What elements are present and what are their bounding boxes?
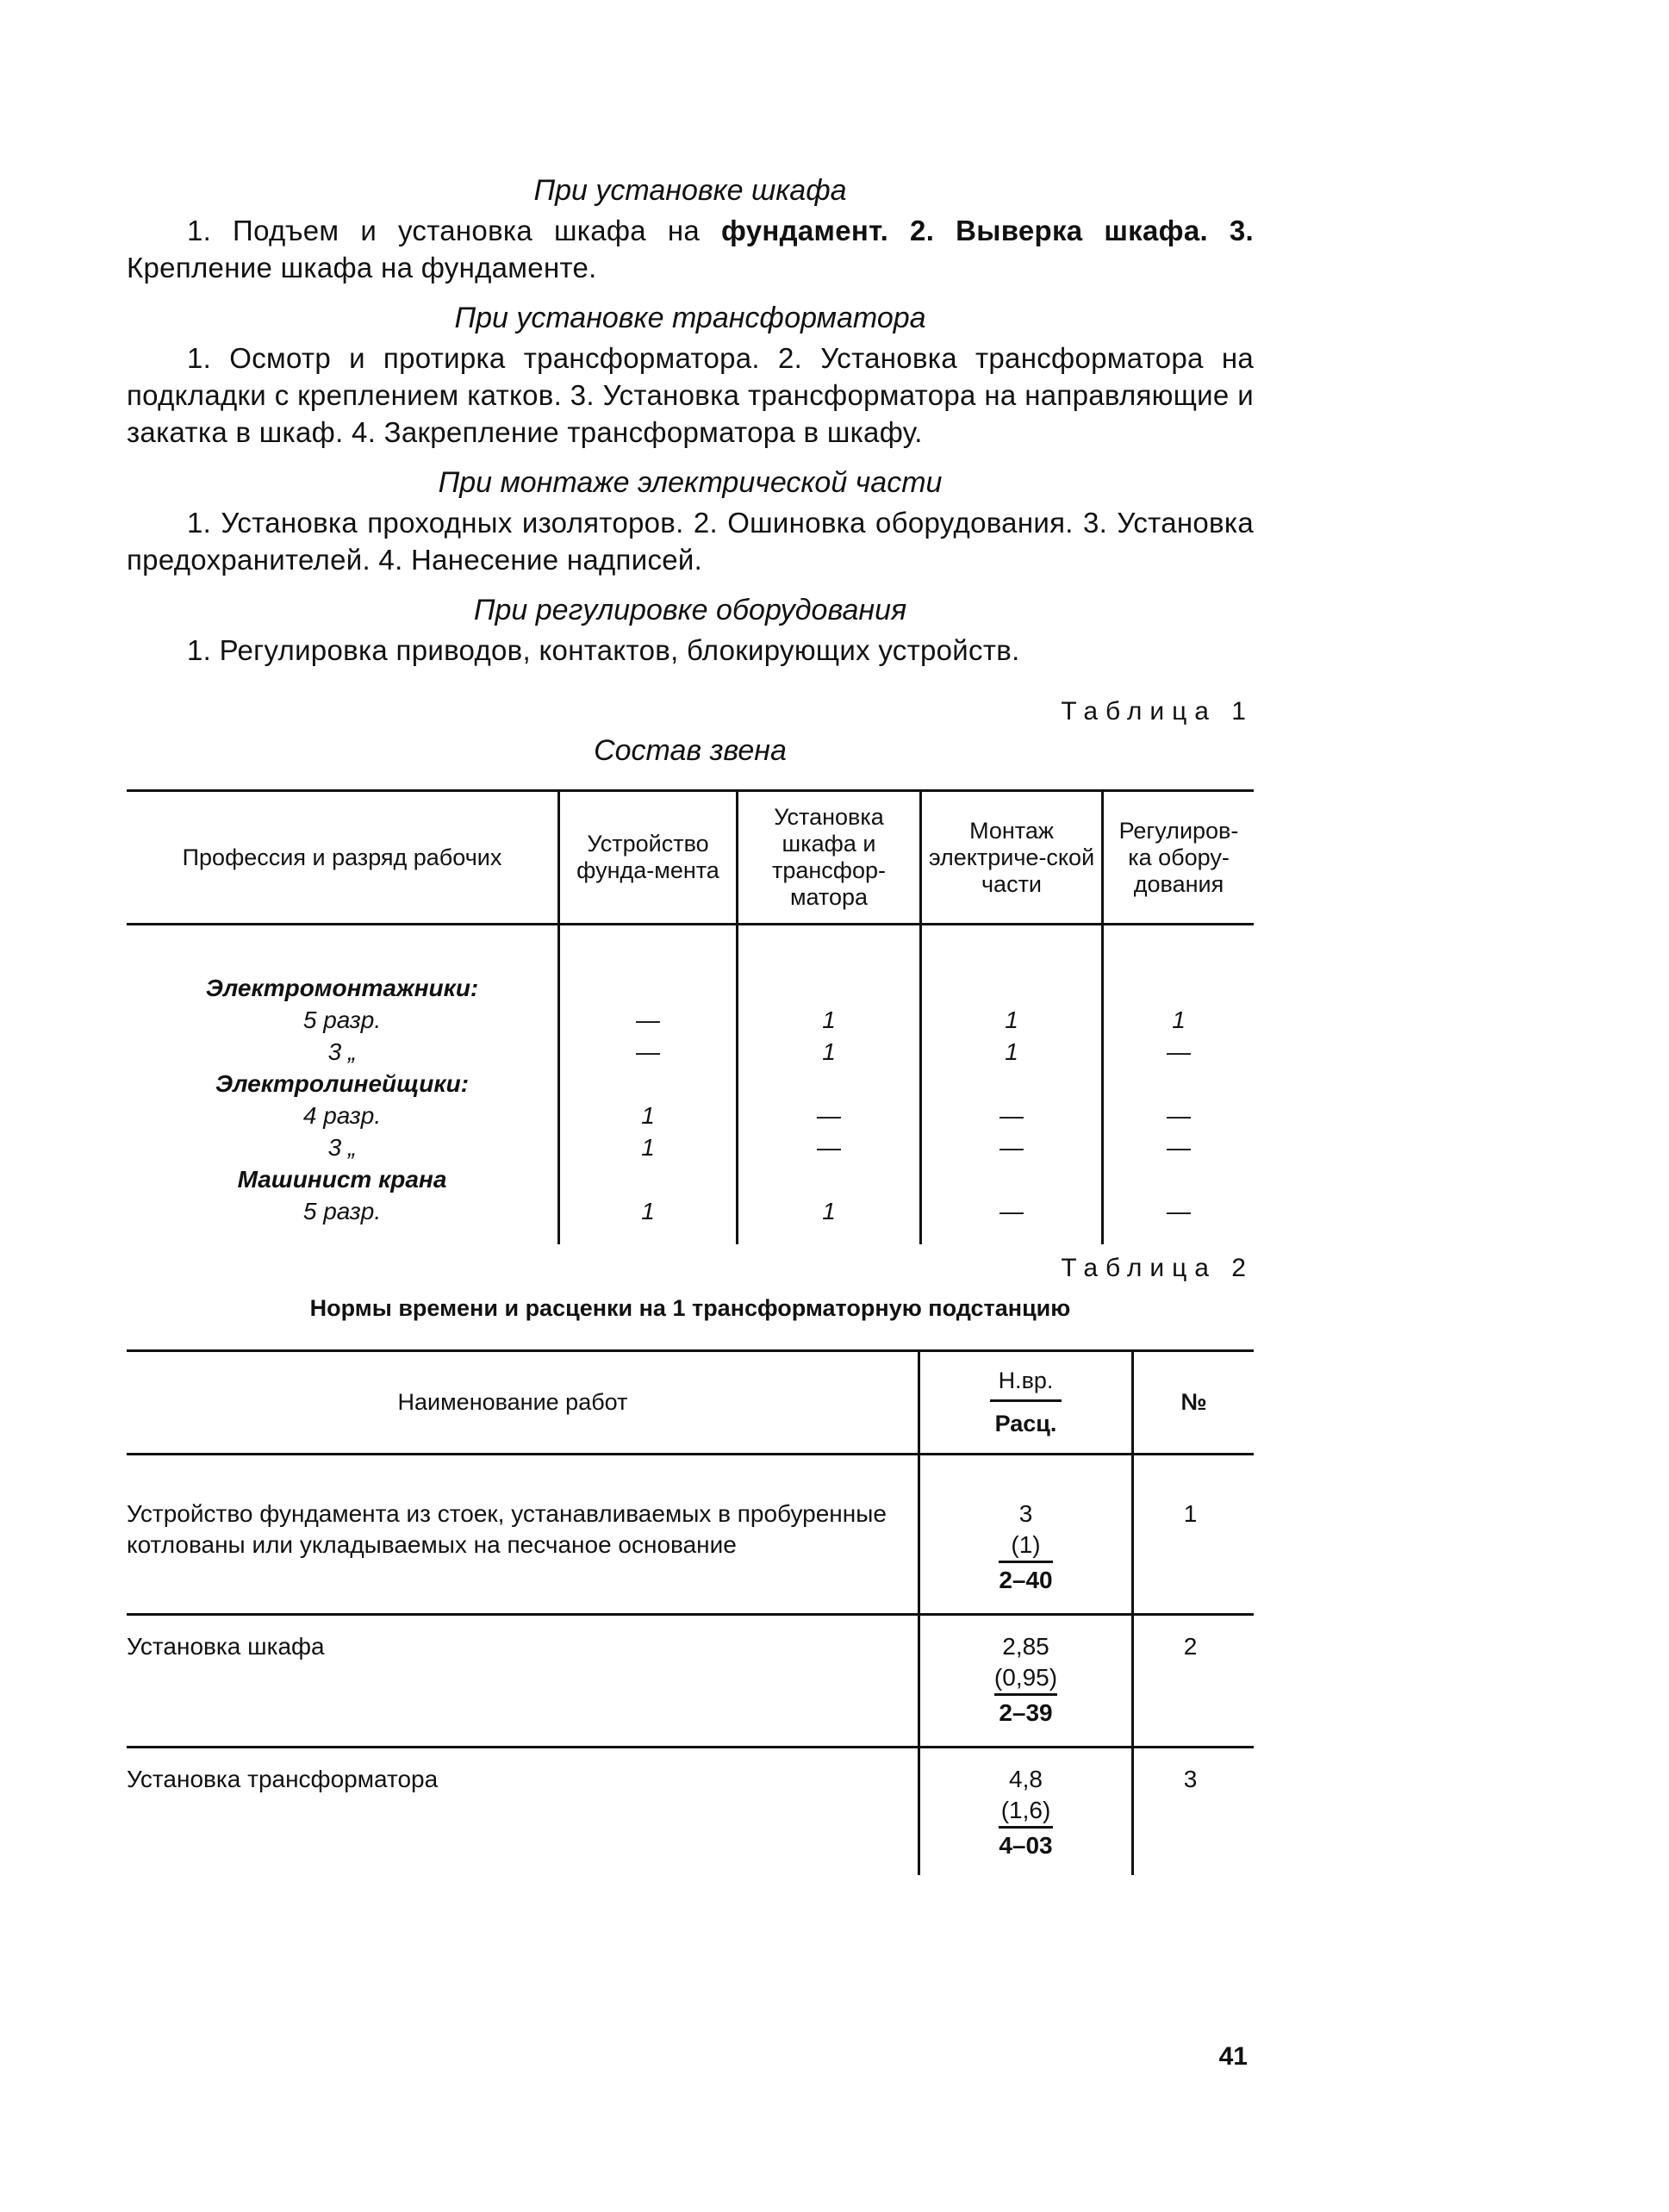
table-cell — [927, 1068, 1096, 1100]
table-cell — [927, 1163, 1096, 1195]
table2-header-num: № — [1133, 1351, 1255, 1455]
work-number: 3 — [1133, 1748, 1255, 1876]
section-title-electrical: При монтаже электрической части — [438, 466, 943, 499]
table-cell: — — [817, 1134, 841, 1161]
section-title-adjustment: При регулировке оборудования — [473, 594, 907, 626]
page-number: 41 — [1218, 2042, 1248, 2071]
table-row: Машинист крана — [237, 1166, 447, 1193]
table-cell: — — [636, 1006, 660, 1033]
table2-caption: Нормы времени и расценки на 1 трансформаторную подстанцию — [309, 1295, 1071, 1321]
table-cell: — — [1167, 1198, 1191, 1224]
table-cell — [565, 1068, 731, 1100]
table-cell — [565, 1163, 731, 1195]
norm-time-paren: (0,95) — [993, 1664, 1058, 1691]
norm-time: 3 — [1018, 1500, 1033, 1527]
table1-col-cabinet — [738, 925, 921, 1245]
norm-rate: 2–40 — [999, 1561, 1052, 1596]
table2-header-norm — [919, 1351, 1133, 1455]
norm-fraction — [994, 1631, 1057, 1729]
table-cell: 1 — [1172, 1006, 1186, 1033]
table-cell: — — [1167, 1038, 1191, 1065]
time-norms-table — [127, 1349, 1254, 1875]
table1-label: Таблица 1 — [1061, 697, 1254, 726]
table2-header-name: Наименование работ — [127, 1351, 919, 1455]
section-title-transformer: При установке трансформатора — [454, 302, 926, 334]
table1-header-profession: Профессия и разряд рабочих — [127, 791, 559, 925]
table-cell: 1 — [1005, 1038, 1018, 1065]
table-cell — [1109, 972, 1249, 1004]
table2-header-row — [127, 1351, 1254, 1455]
table-cell — [744, 972, 914, 1004]
table1-body-row — [127, 925, 1254, 1245]
table1-header-adjustment: Регулиров-ка обору-дования — [1103, 791, 1255, 925]
table-cell: — — [1167, 1102, 1191, 1129]
table-cell: — — [1000, 1134, 1024, 1161]
table1-header-electrical: Монтаж электриче-ской части — [921, 791, 1103, 925]
cabinet-step-3: Крепление шкафа на фундаменте. — [127, 252, 597, 284]
section-text-cabinet — [127, 212, 1254, 286]
table-cell: 1 — [641, 1134, 655, 1161]
table-cell — [1109, 1163, 1249, 1195]
section-text-adjustment: 1. Регулировка приводов, контактов, блокирующих устройств. — [187, 634, 1020, 666]
table1-col-profession — [127, 925, 559, 1245]
norm-rate: 4–03 — [999, 1826, 1052, 1861]
table1-col-adjustment — [1103, 925, 1255, 1245]
norm-time: 2,85 — [1002, 1633, 1049, 1660]
work-name: Установка шкафа — [127, 1615, 919, 1748]
table1-header-cabinet: Установка шкафа и трансфор-матора — [738, 791, 921, 925]
table-cell — [1109, 1068, 1249, 1100]
work-number: 1 — [1133, 1455, 1255, 1615]
norm-fraction — [999, 1499, 1052, 1596]
table-cell — [565, 972, 731, 1004]
table-cell: 1 — [641, 1102, 655, 1129]
norm-fraction — [999, 1764, 1052, 1861]
table-row: Электролинейщики: — [215, 1070, 470, 1097]
table-row: 3 „ — [327, 1134, 357, 1161]
work-name: Устройство фундамента из стоек, устанавливаемых в пробуренные котлованы или укладываемых на песчаное основание — [127, 1500, 887, 1558]
table-cell: 1 — [641, 1198, 655, 1224]
section-title-cabinet: При установке шкафа — [533, 174, 847, 207]
table-row — [127, 1455, 1254, 1615]
table-cell: 1 — [822, 1006, 836, 1033]
section-text-transformer: 1. Осмотр и протирка трансформатора. 2. Установка трансформатора на подкладки с креплением катков. 3. Установка трансформатора на направляющие и закатка в шкаф. 4. Закрепление трансформатора в шкафу. — [127, 342, 1254, 448]
table-row: 5 разр. — [302, 1006, 382, 1033]
table-row — [127, 1615, 1254, 1748]
work-name: Установка трансформатора — [127, 1748, 919, 1876]
table-row — [127, 1748, 1254, 1876]
table-row: Электромонтажники: — [205, 975, 479, 1001]
table-cell — [744, 1068, 914, 1100]
norm-time-paren: (1,6) — [1000, 1797, 1051, 1823]
table-cell: 1 — [822, 1038, 836, 1065]
table-cell: — — [1000, 1102, 1024, 1129]
table1-header-foundation: Устройство фунда-мента — [559, 791, 738, 925]
table1-header-row — [127, 791, 1254, 925]
section-text-electrical: 1. Установка проходных изоляторов. 2. Ошиновка оборудования. 3. Установка предохранителей. 4. Нанесение надписей. — [127, 507, 1254, 576]
table-row: 3 „ — [327, 1038, 357, 1065]
table-cell: — — [1167, 1134, 1191, 1161]
work-norm — [919, 1455, 1133, 1615]
table1-col-electrical — [921, 925, 1103, 1245]
norm-time: 4,8 — [1009, 1766, 1043, 1792]
table-cell — [744, 1163, 914, 1195]
work-number: 2 — [1133, 1615, 1255, 1748]
table-cell — [927, 972, 1096, 1004]
work-norm — [919, 1615, 1133, 1748]
table-row: 4 разр. — [302, 1102, 382, 1129]
table-cell: 1 — [822, 1198, 836, 1224]
work-norm — [919, 1748, 1133, 1876]
norm-rate: 2–39 — [994, 1693, 1057, 1729]
table-cell: 1 — [1005, 1006, 1018, 1033]
table-cell: — — [636, 1038, 660, 1065]
norm-time-paren: (1) — [1011, 1531, 1041, 1558]
norm-header-rate: Расц. — [994, 1411, 1057, 1436]
crew-composition-table — [127, 789, 1254, 1244]
document-page — [127, 172, 1254, 1875]
table2-label: Таблица 2 — [1061, 1254, 1254, 1282]
norm-header-fraction — [990, 1368, 1062, 1437]
table-row: 5 разр. — [302, 1198, 382, 1224]
cabinet-step-1-end: фундамент. 2. Выверка шкафа. 3. — [720, 215, 1254, 246]
norm-header-time: Н.вр. — [990, 1368, 1062, 1402]
table-cell: — — [817, 1102, 841, 1129]
table1-col-foundation — [559, 925, 738, 1245]
cabinet-step-1: 1. Подъем и установка шкафа на — [187, 215, 721, 246]
table1-caption: Состав звена — [594, 734, 787, 767]
table-cell: — — [1000, 1198, 1024, 1224]
